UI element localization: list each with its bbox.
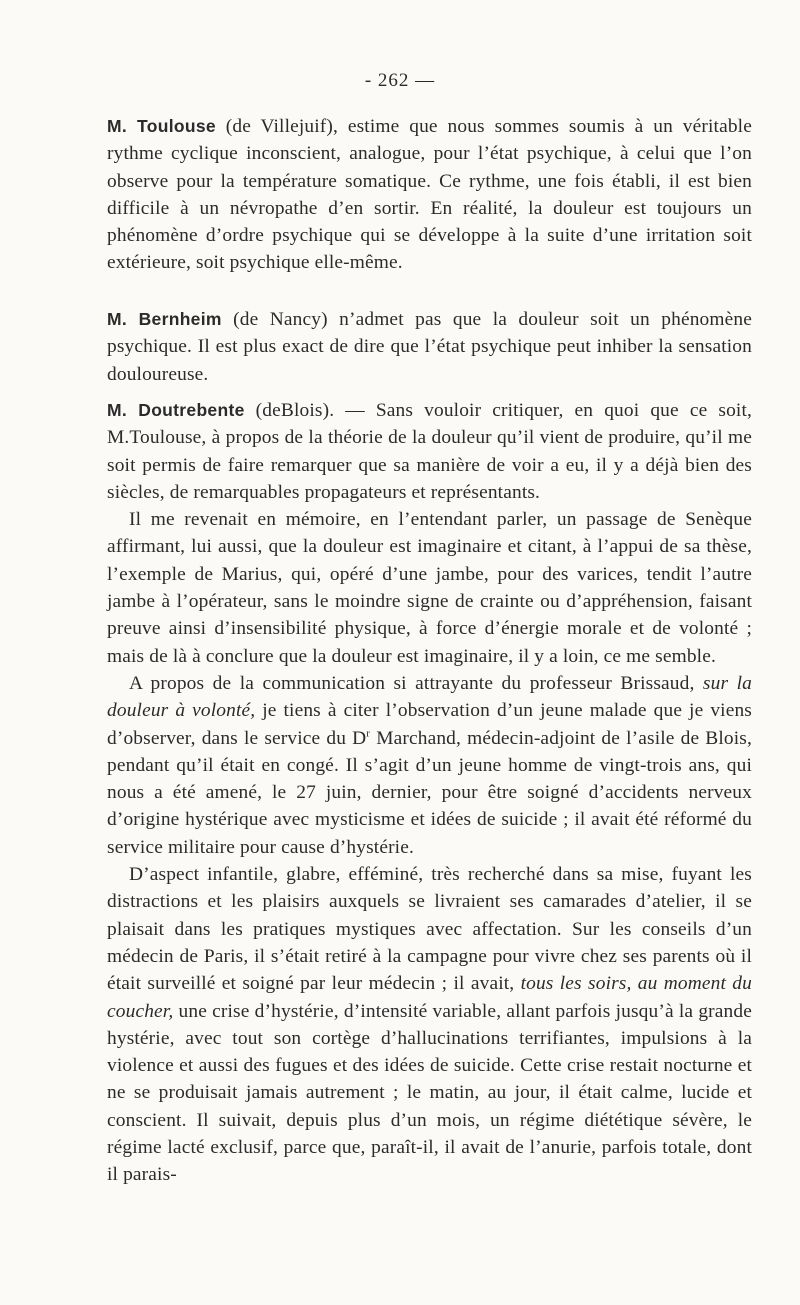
speaker-toulouse: M. Toulouse [107, 116, 216, 136]
speaker-bernheim: M. Bernheim [107, 309, 222, 329]
text-run: je tiens à citer l’observation d’un jeune malade que je viens d’observer, dans le service du D [107, 700, 752, 749]
superscript: r [366, 727, 371, 740]
paragraph-seneque: Il me revenait en mémoire, en l’entendant parler, un passage de Senèque affirmant, lui aussi, que la douleur est imaginaire et citant, à l’appui de sa thèse, l’exemple de Marius, qui, opéré d’une jambe, pour des varices, tendit l’autre jambe à l’opérateur, sans le moindre signe de crainte ou d’appréhension, faisant preuve ainsi d’insensibilité physique, à force d’énergie morale et de volonté ; mais de là à conclure que la douleur est imaginaire, il y a loin, ce me semble. [107, 509, 752, 667]
paragraph-doutrebente [107, 397, 752, 1189]
paragraph-text: (de Villejuif), estime que nous sommes soumis à un véritable rythme cyclique inconscient, analogue, pour l’état psychique, à celui que l’on observe pour la température somatique. Ce rythme, une fois établi, il est bien difficile à un névropathe d’en sortir. En réalité, la douleur est toujours un phénomène d’ordre psychique qui se développe à la suite d’une irritation soit extérieure, soit psychique elle-même. [107, 116, 752, 274]
paragraph-bernheim [107, 306, 752, 388]
italic-title: sur la douleur à volonté, [107, 672, 752, 722]
paragraph-text: (deBlois). — Sans vouloir critiquer, en quoi que ce soit, M.Toulouse, à propos de la théorie de la douleur qu’il vient de produire, qu’il me soit permis de faire remarquer que sa manière de voir a eu, il y a déjà bien des siècles, de remarquables propagateurs et représentants. [107, 400, 753, 503]
text-run: une crise d’hystérie, d’intensité variable, allant parfois jusqu’à la grande hystérie, avec tout son cortège d’hallucinations terrifiantes, impulsions à la violence et aussi des fugues et des idées de suicide. Cette crise restait nocturne et ne se produisait jamais autrement ; le matin, au jour, il était calme, lucide et conscient. Il suivait, depuis plus d’un mois, un régime diététique sévère, le régime lacté exclusif, parce que, paraît-il, il avait de l’anurie, parfois totale, dont il parais- [107, 1000, 752, 1186]
italic-emphasis: tous les soirs, au moment du coucher, [107, 973, 752, 1022]
paragraph-brissaud [107, 670, 752, 861]
paragraph-text: (de Nancy) n’admet pas que la douleur soit un phénomène psychique. Il est plus exact de dire que l’état psychique peut inhiber la sensation douloureuse. [107, 309, 752, 385]
page-number: - 262 — [364, 70, 436, 91]
text-run: Marchand, médecin-adjoint de l’asile de Blois, pendant qu’il était en congé. Il s’agit d’un jeune homme de vingt-trois ans, qui nous a été amené, le 27 juin, dernier, pour être soigné d’accidents nerveux d’origine hystérique avec mysticisme et idées de suicide ; il avait été réformé du service militaire pour cause d’hystérie. [107, 727, 753, 858]
paragraph-aspect [107, 861, 752, 1189]
speaker-doutrebente: M. Doutrebente [107, 400, 245, 420]
text-run: A propos de la communication si attrayante du professeur Brissaud, [129, 672, 703, 694]
paragraph-toulouse [107, 113, 752, 277]
text-run: D’aspect infantile, glabre, efféminé, très recherché dans sa mise, fuyant les distractions et les plaisirs auxquels se livraient ses camarades d’atelier, il se plaisait dans les pratiques mystiques avec affectation. Sur les conseils d’un médecin de Paris, il s’était retiré à la campagne pour vivre chez ses parents où il était surveillé et soigné par leur médecin ; il avait, [107, 864, 752, 995]
